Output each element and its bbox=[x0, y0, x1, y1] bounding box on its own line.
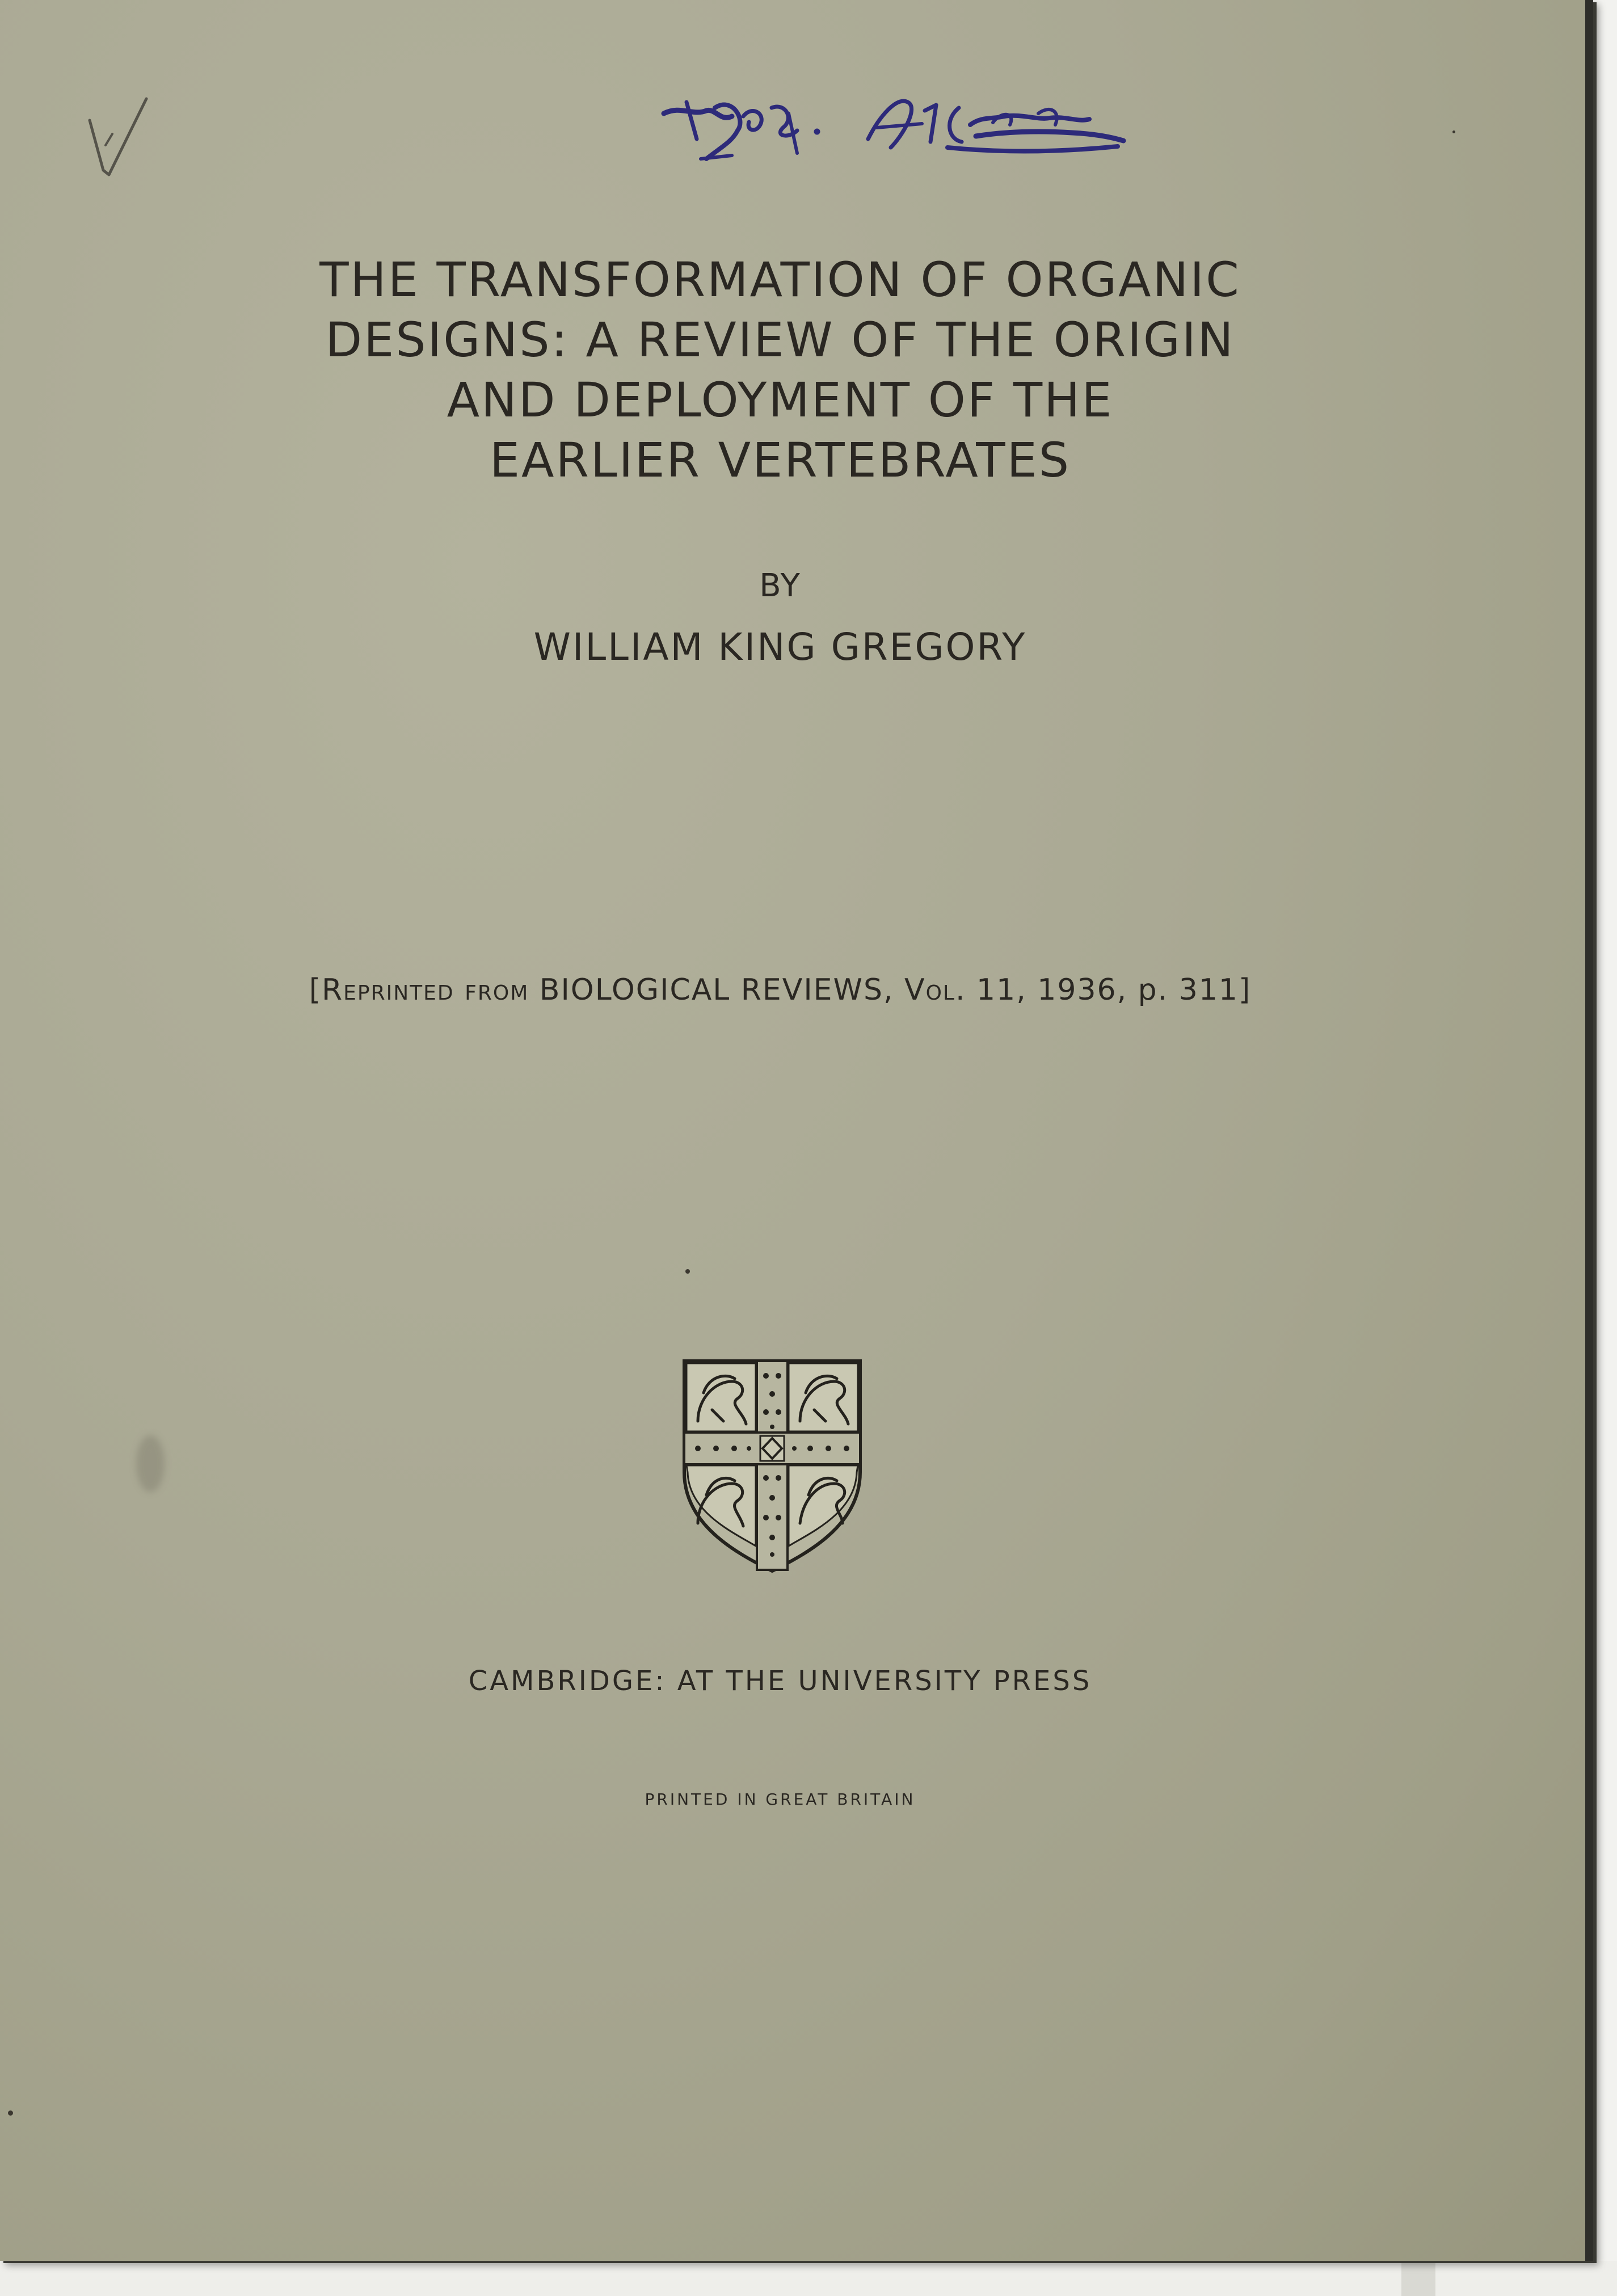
title-line: THE TRANSFORMATION OF ORGANIC bbox=[319, 252, 1241, 307]
document-title bbox=[170, 250, 1390, 490]
reprint-prefix: Reprinted from bbox=[322, 973, 529, 1007]
cover-edge-shadow bbox=[1585, 0, 1593, 2261]
ink-speck bbox=[1452, 130, 1455, 133]
author-name: WILLIAM KING GREGORY bbox=[533, 625, 1027, 669]
cambridge-university-arms-icon bbox=[681, 1359, 864, 1573]
by-line: BY bbox=[759, 567, 801, 604]
scanner-tab bbox=[1401, 2261, 1435, 2296]
paper-smudge bbox=[136, 1435, 165, 1492]
reprint-open-bracket: [ bbox=[309, 973, 322, 1007]
reprint-details: 11, 1936, p. 311] bbox=[976, 973, 1252, 1007]
title-line: DESIGNS: A REVIEW OF THE ORIGIN bbox=[325, 312, 1235, 368]
reprint-volume-label: Vol. bbox=[904, 973, 966, 1007]
ink-speck bbox=[685, 1269, 690, 1274]
reprint-journal: BIOLOGICAL REVIEWS, bbox=[539, 973, 894, 1007]
ink-speck bbox=[8, 2110, 13, 2116]
title-line: EARLIER VERTEBRATES bbox=[489, 432, 1071, 488]
title-line: AND DEPLOYMENT OF THE bbox=[447, 372, 1114, 428]
publisher-line: CAMBRIDGE: AT THE UNIVERSITY PRESS bbox=[468, 1665, 1092, 1697]
scanner-bottom-strip bbox=[0, 2261, 1617, 2296]
pencil-check-mark bbox=[79, 91, 159, 193]
printed-in-line: PRINTED IN GREAT BRITAIN bbox=[645, 1790, 916, 1809]
handwritten-signature bbox=[652, 85, 1174, 170]
reprint-note bbox=[284, 973, 1277, 1007]
